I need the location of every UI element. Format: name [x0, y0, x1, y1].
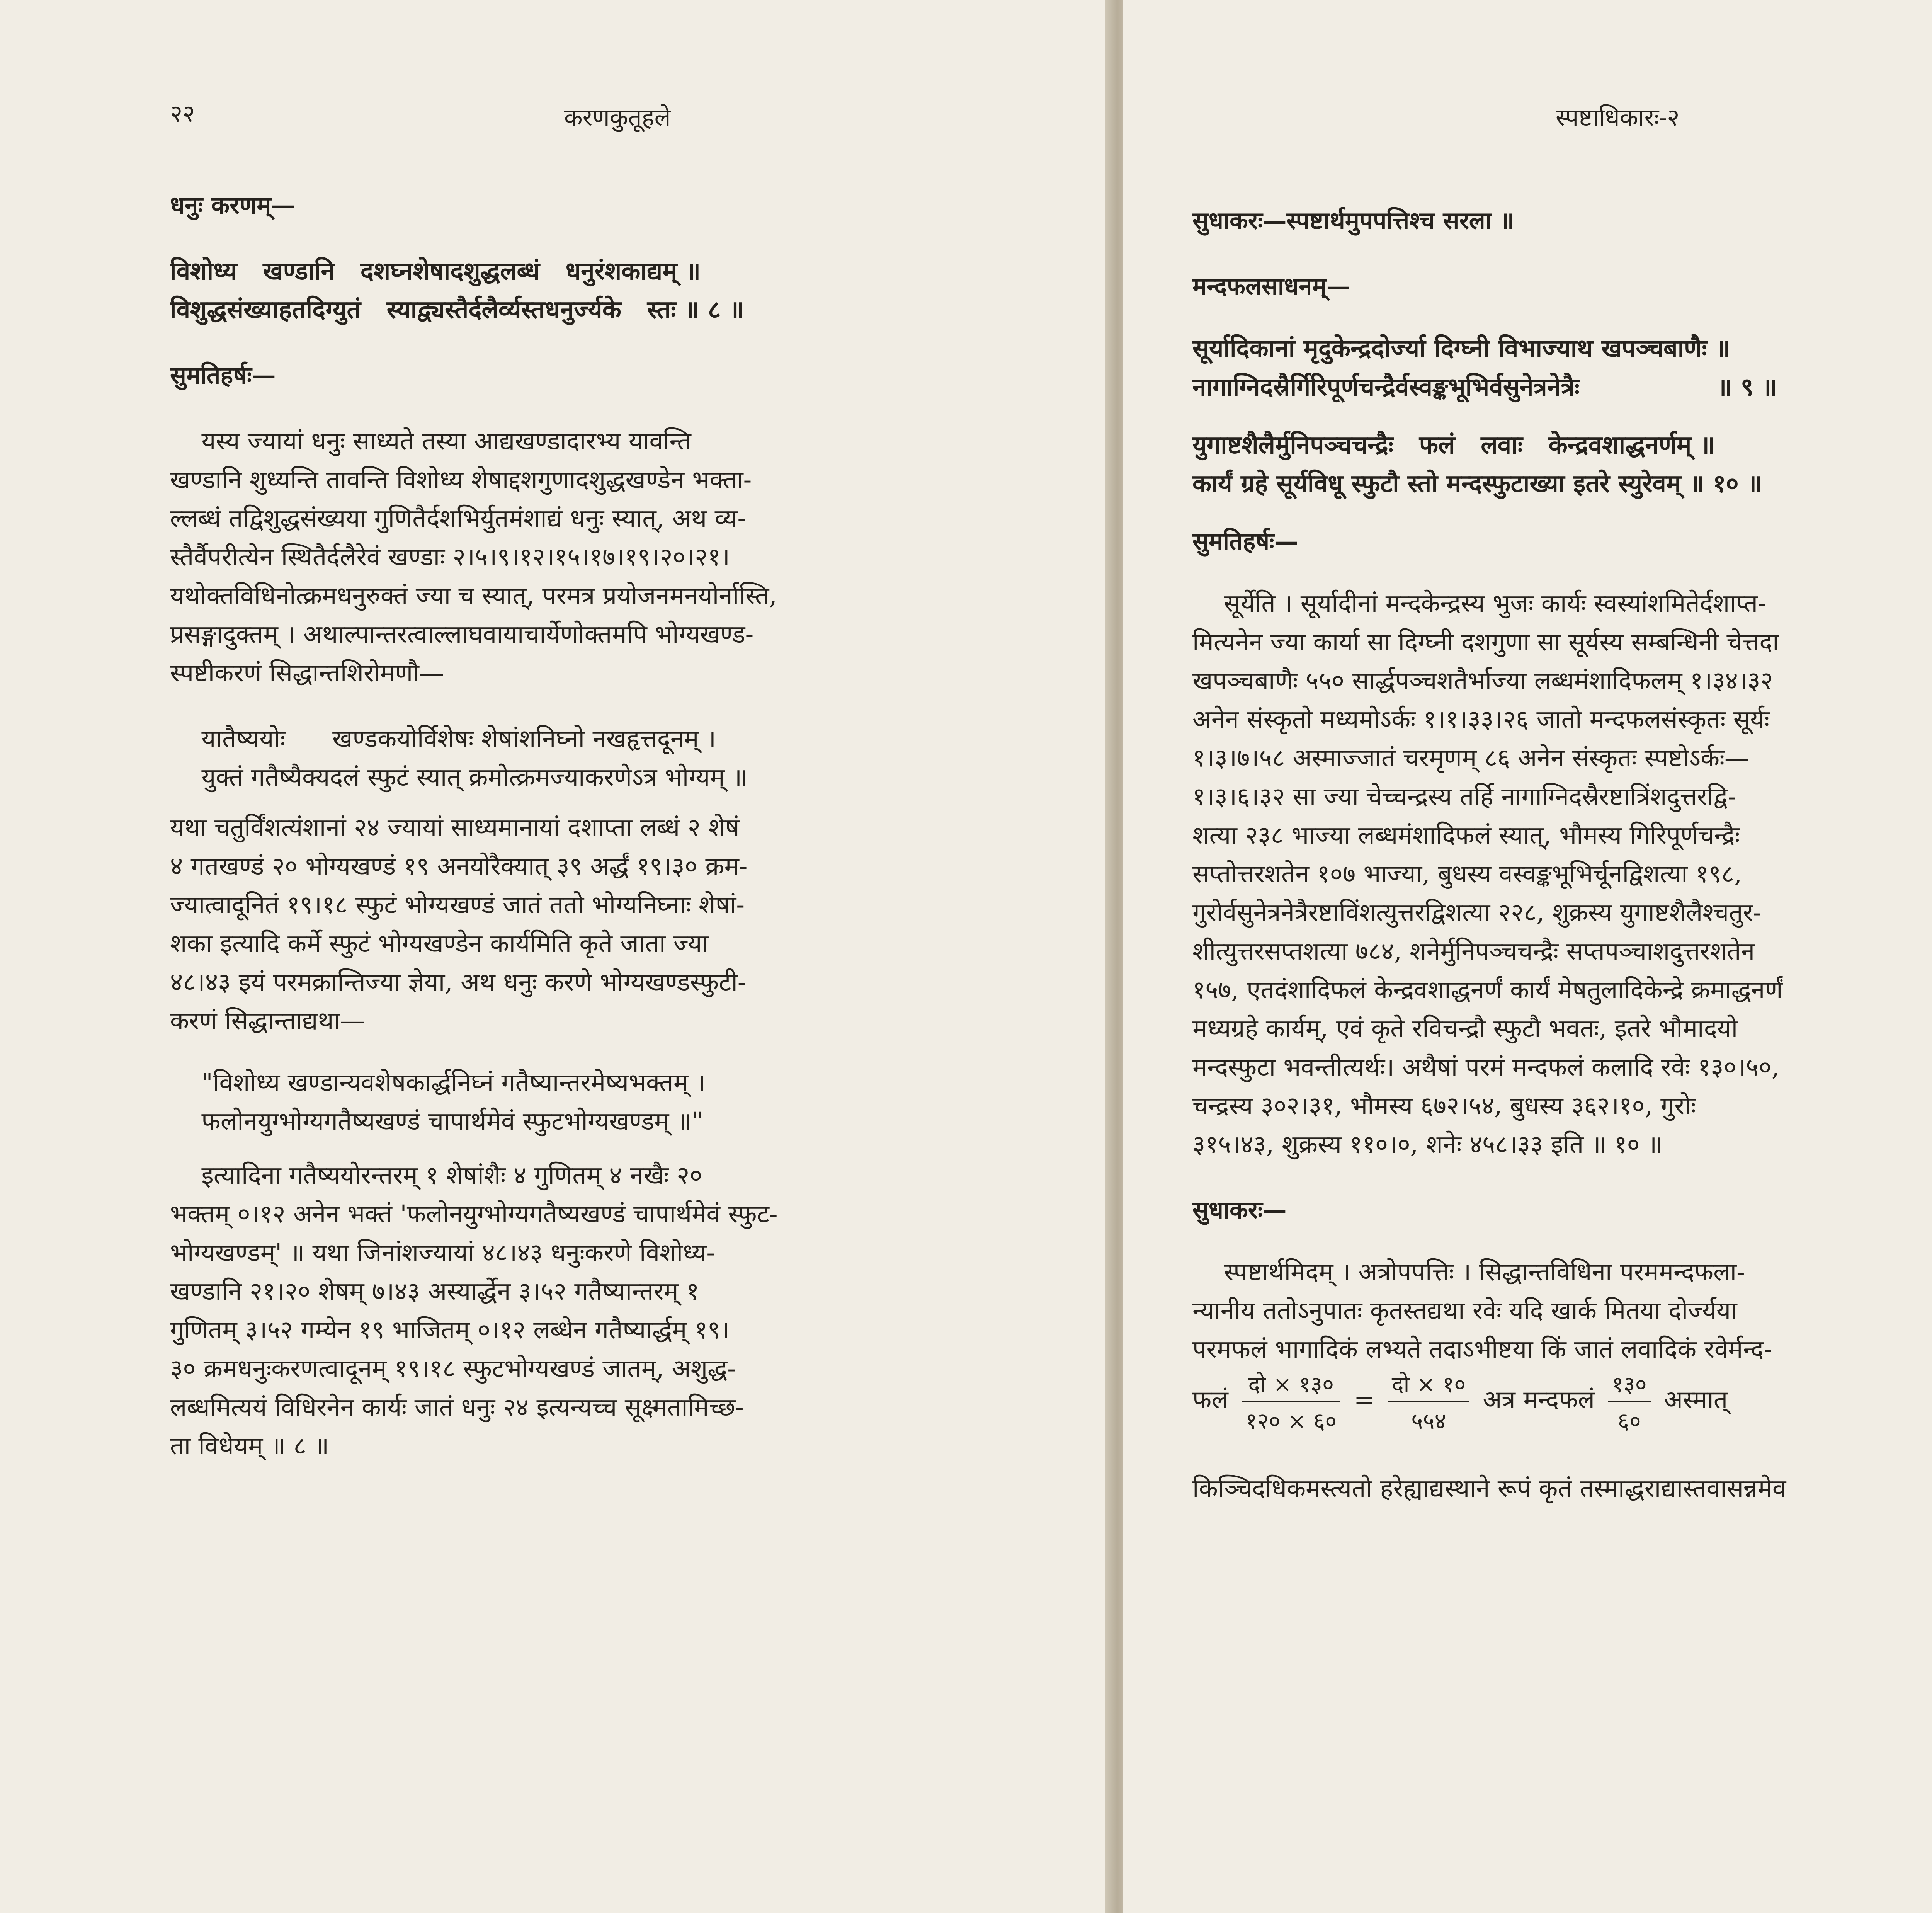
- text-line: १५७, एतदंशादिफलं केन्द्रवशाद्धनर्णं कार्यं मेषतुलादिकेन्द्रे क्रमाद्धनर्णं: [1192, 976, 1783, 1004]
- formula-tail-text: अस्मात्: [1664, 1385, 1728, 1414]
- commentary-label: सुमतिहर्षः—: [1192, 527, 1298, 555]
- text-line: स्तैर्वैपरीत्येन स्थितैर्दलैरेवं खण्डाः २।५।९।१२।१५।१७।१९।२०।२१।: [170, 543, 730, 572]
- text-line: करणं सिद्धान्ताद्यथा—: [170, 1007, 365, 1035]
- text-line: ३० क्रमधनुःकरणत्वादूनम् १९।१८ स्फुटभोग्यखण्डं जातम्, अशुद्ध-: [170, 1355, 736, 1383]
- text-line: प्रसङ्गादुक्तम् । अथाल्पान्तरत्वाल्लाघवायाचार्येणोक्तमपि भोग्यखण्ड-: [170, 620, 754, 649]
- text-line: किञ्चिदधिकमस्त्यतो हरेह्याद्यस्थाने रूपं कृतं तस्माद्धराद्यास्तवासन्नमेव: [1192, 1474, 1786, 1503]
- text-line: ता विधेयम् ॥ ८ ॥: [170, 1432, 329, 1460]
- verse-line: कार्यं ग्रहे सूर्यविधू स्फुटौ स्तो मन्दस्फुटाख्या इतरे स्युरेवम् ॥ १० ॥: [1192, 469, 1762, 498]
- text-line: भोग्यखण्डम्' ॥ यथा जिनांशज्यायां ४८।४३ धनुःकरणे विशोध्य-: [170, 1239, 715, 1267]
- quote-line: "विशोध्य खण्डान्यवशेषकार्द्धनिघ्नं गतैष्यान्तरमेष्यभक्तम् ।: [170, 1069, 706, 1097]
- right-page: [1123, 0, 1932, 1913]
- text-line: १।३।६।३२ सा ज्या चेच्चन्द्रस्य तर्हि नागाग्निदस्रैरष्टात्रिंशदुत्तरद्वि-: [1192, 783, 1736, 811]
- text-line: लब्धमित्ययं विधिरनेन कार्यः जातं धनुः २४ इत्यन्यच्च सूक्ष्मतामिच्छ-: [170, 1393, 744, 1422]
- text-line: शीत्युत्तरसप्तशत्या ७८४, शनेर्मुनिपञ्चचन्द्रैः सप्तपञ्चाशदुत्तरशतेन: [1192, 937, 1755, 966]
- text-line: यथा चतुर्विंशत्यंशानां २४ ज्यायां साध्यमानायां दशाप्ता लब्धं २ शेषं: [170, 814, 740, 842]
- text-line: १।३।७।५८ अस्माज्जातं चरमृणम् ८६ अनेन संस्कृतः स्पष्टोऽर्कः—: [1192, 744, 1750, 773]
- text-line: ल्लब्धं तद्विशुद्धसंख्यया गुणितैर्दशभिर्युतमंशाद्यं धनुः स्यात्, अथ व्य-: [170, 504, 746, 533]
- section-heading: धनुः करणम्—: [170, 191, 295, 219]
- page-number: २२: [170, 99, 195, 128]
- text-line: सप्तोत्तरशतेन १०७ भाज्या, बुधस्य वस्वङ्कभूभिर्चूनद्विशत्या १९८,: [1192, 860, 1742, 888]
- text-line: ३१५।४३, शुक्रस्य ११०।०, शनेः ४५८।३३ इति ॥ १० ॥: [1192, 1130, 1663, 1159]
- text-line: ज्यात्वादूनितं १९।१८ स्फुटं भोग्यखण्डं जातं ततो भोग्यनिघ्नाः शेषां-: [170, 891, 745, 919]
- text-line: यथोक्तविधिनोत्क्रमधनुरुक्तं ज्या च स्यात्, परमत्र प्रयोजनमनयोर्नास्ति,: [170, 582, 777, 610]
- running-head: करणकुतूहले: [564, 103, 671, 131]
- text-line: स्पष्टीकरणं सिद्धान्तशिरोमणौ—: [170, 659, 444, 688]
- sudhakara-label: सुधाकरः—: [1192, 1196, 1287, 1224]
- running-head: स्पष्टाधिकारः-२: [1556, 103, 1680, 131]
- text-line: मित्यनेन ज्या कार्या सा दिग्घ्नी दशगुणा सा सूर्यस्य सम्बन्धिनी चेत्तदा: [1192, 628, 1779, 657]
- section-heading: मन्दफलसाधनम्—: [1192, 272, 1350, 300]
- verse-line: युगाष्टशैलैर्मुनिपञ्चचन्द्रैः फलं लवाः केन्द्रवशाद्धनर्णम् ॥: [1192, 431, 1715, 460]
- quote-line: युक्तं गतैष्यैक्यदलं स्फुटं स्यात् क्रमोत्क्रमज्याकरणेऽत्र भोग्यम् ॥: [170, 763, 748, 792]
- text-line: मध्यग्रहे कार्यम्, एवं कृते रविचन्द्रौ स्फुटौ भवतः, इतरे भौमादयो: [1192, 1014, 1738, 1043]
- fraction-denominator: १२० × ६०: [1245, 1408, 1337, 1434]
- text-line: इत्यादिना गतैष्ययोरन्तरम् १ शेषांशैः ४ गुणितम् ४ नखैः २०: [170, 1161, 702, 1190]
- text-line: अनेन संस्कृतो मध्यमोऽर्कः १।१।३३।२६ जातो मन्दफलसंस्कृतः सूर्यः: [1192, 705, 1770, 734]
- text-line: ४ गतखण्डं २० भोग्यखण्डं १९ अनयोरैक्यात् ३९ अर्द्धं १९।३० क्रम-: [170, 852, 748, 881]
- formula-row: [1192, 1368, 1728, 1435]
- text-line: स्पष्टार्थमिदम् । अत्रोपपत्तिः । सिद्धान्तविधिना परममन्दफला-: [1192, 1258, 1745, 1287]
- fraction-denominator: ६०: [1617, 1408, 1641, 1434]
- sudhakara-line: सुधाकरः—स्पष्टार्थमुपपत्तिश्च सरला ॥: [1192, 206, 1514, 235]
- fraction-denominator: ५५४: [1411, 1408, 1446, 1434]
- equals-sign: =: [1354, 1385, 1375, 1414]
- text-line: खण्डानि २१।२० शेषम् ७।४३ अस्यार्द्धेन ३।५२ गतैष्यान्तरम् १: [170, 1277, 699, 1306]
- quote-line: फलोनयुग्भोग्यगतैष्यखण्डं चापार्थमेवं स्फुटभोग्यखण्डम् ॥": [170, 1107, 703, 1136]
- text-line: खण्डानि शुध्यन्ति तावन्ति विशोध्य शेषाद्दशगुणादशुद्धखण्डेन भक्ता-: [170, 466, 752, 494]
- formula-fraction-2: [1388, 1368, 1470, 1435]
- text-line: परमफलं भागादिकं लभ्यते तदाऽभीष्टया किं जातं लवादिकं रवेर्मन्द-: [1192, 1335, 1772, 1364]
- formula-fraction-3: [1608, 1368, 1650, 1435]
- text-line: सूर्येति । सूर्यादीनां मन्दकेन्द्रस्य भुजः कार्यः स्वस्यांशमितेर्दशाप्त-: [1192, 589, 1766, 618]
- text-line: न्यानीय ततोऽनुपातः कृतस्तद्यथा रवेः यदि खार्क मितया दोर्ज्यया: [1192, 1297, 1737, 1325]
- text-line: गुरोर्वसुनेत्रनेत्रैरष्टाविंशत्युत्तरद्विशत्या २२८, शुक्रस्य युगाष्टशैलैश्चतुर-: [1192, 899, 1762, 927]
- fraction-numerator: दो × १३०: [1242, 1368, 1340, 1402]
- verse-line: सूर्यादिकानां मृदुकेन्द्रदोर्ज्या दिग्घ्नी विभाज्याथ खपञ्चबाणैः ॥: [1192, 334, 1730, 363]
- text-line: भक्तम् ०।१२ अनेन भक्तं 'फलोनयुग्भोग्यगतैष्यखण्डं चापार्थमेवं स्फुट-: [170, 1200, 778, 1229]
- verse-line: विशुद्धसंख्याहतदिग्युतं स्याद्व्यस्तैर्दलैर्व्यस्तधनुर्ज्यके स्तः ॥ ८ ॥: [170, 295, 744, 324]
- fraction-numerator: १३०: [1608, 1368, 1650, 1402]
- text-line: यस्य ज्यायां धनुः साध्यते तस्या आद्यखण्डादारभ्य यावन्ति: [170, 427, 691, 456]
- formula-fraction-1: [1242, 1368, 1340, 1435]
- formula-lead: फलं: [1192, 1385, 1228, 1414]
- quote-line: यातैष्ययोः खण्डकयोर्विशेषः शेषांशनिघ्नो नखहृत्तदूनम् ।: [170, 725, 716, 753]
- text-line: खपञ्चबाणैः ५५० सार्द्धपञ्चशतैर्भाज्या लब्धमंशादिफलम् १।३४।३२: [1192, 667, 1773, 695]
- text-line: शत्या २३८ भाज्या लब्धमंशादिफलं स्यात्, भौमस्य गिरिपूर्णचन्द्रैः: [1192, 821, 1740, 850]
- text-line: शका इत्यादि कर्मे स्फुटं भोग्यखण्डेन कार्यमिति कृते जाता ज्या: [170, 929, 709, 958]
- text-line: ४८।४३ इयं परमक्रान्तिज्या ज्ञेया, अथ धनुः करणे भोग्यखण्डस्फुटी-: [170, 968, 746, 997]
- text-line: मन्दस्फुटा भवन्तीत्यर्थः। अथैषां परमं मन्दफलं कलादि रवेः १३०।५०,: [1192, 1053, 1779, 1082]
- fraction-numerator: दो × १०: [1388, 1368, 1470, 1402]
- text-line: गुणितम् ३।५२ गम्येन १९ भाजितम् ०।१२ लब्धेन गतैष्यार्द्धम् १९।: [170, 1316, 730, 1345]
- formula-mid-text: अत्र मन्दफलं: [1483, 1385, 1595, 1414]
- verse-line: नागाग्निदस्रैर्गिरिपूर्णचन्द्रैर्वस्वङ्कभूभिर्वसुनेत्रनेत्रैः ॥ ९ ॥: [1192, 373, 1777, 402]
- verse-line: विशोध्य खण्डानि दशघ्नशेषादशुद्धलब्धं धनुरंशकाद्यम् ॥: [170, 257, 701, 286]
- text-line: चन्द्रस्य ३०२।३१, भौमस्य ६७२।५४, बुधस्य ३६२।१०, गुरोः: [1192, 1092, 1696, 1120]
- commentary-label: सुमतिहर्षः—: [170, 361, 276, 389]
